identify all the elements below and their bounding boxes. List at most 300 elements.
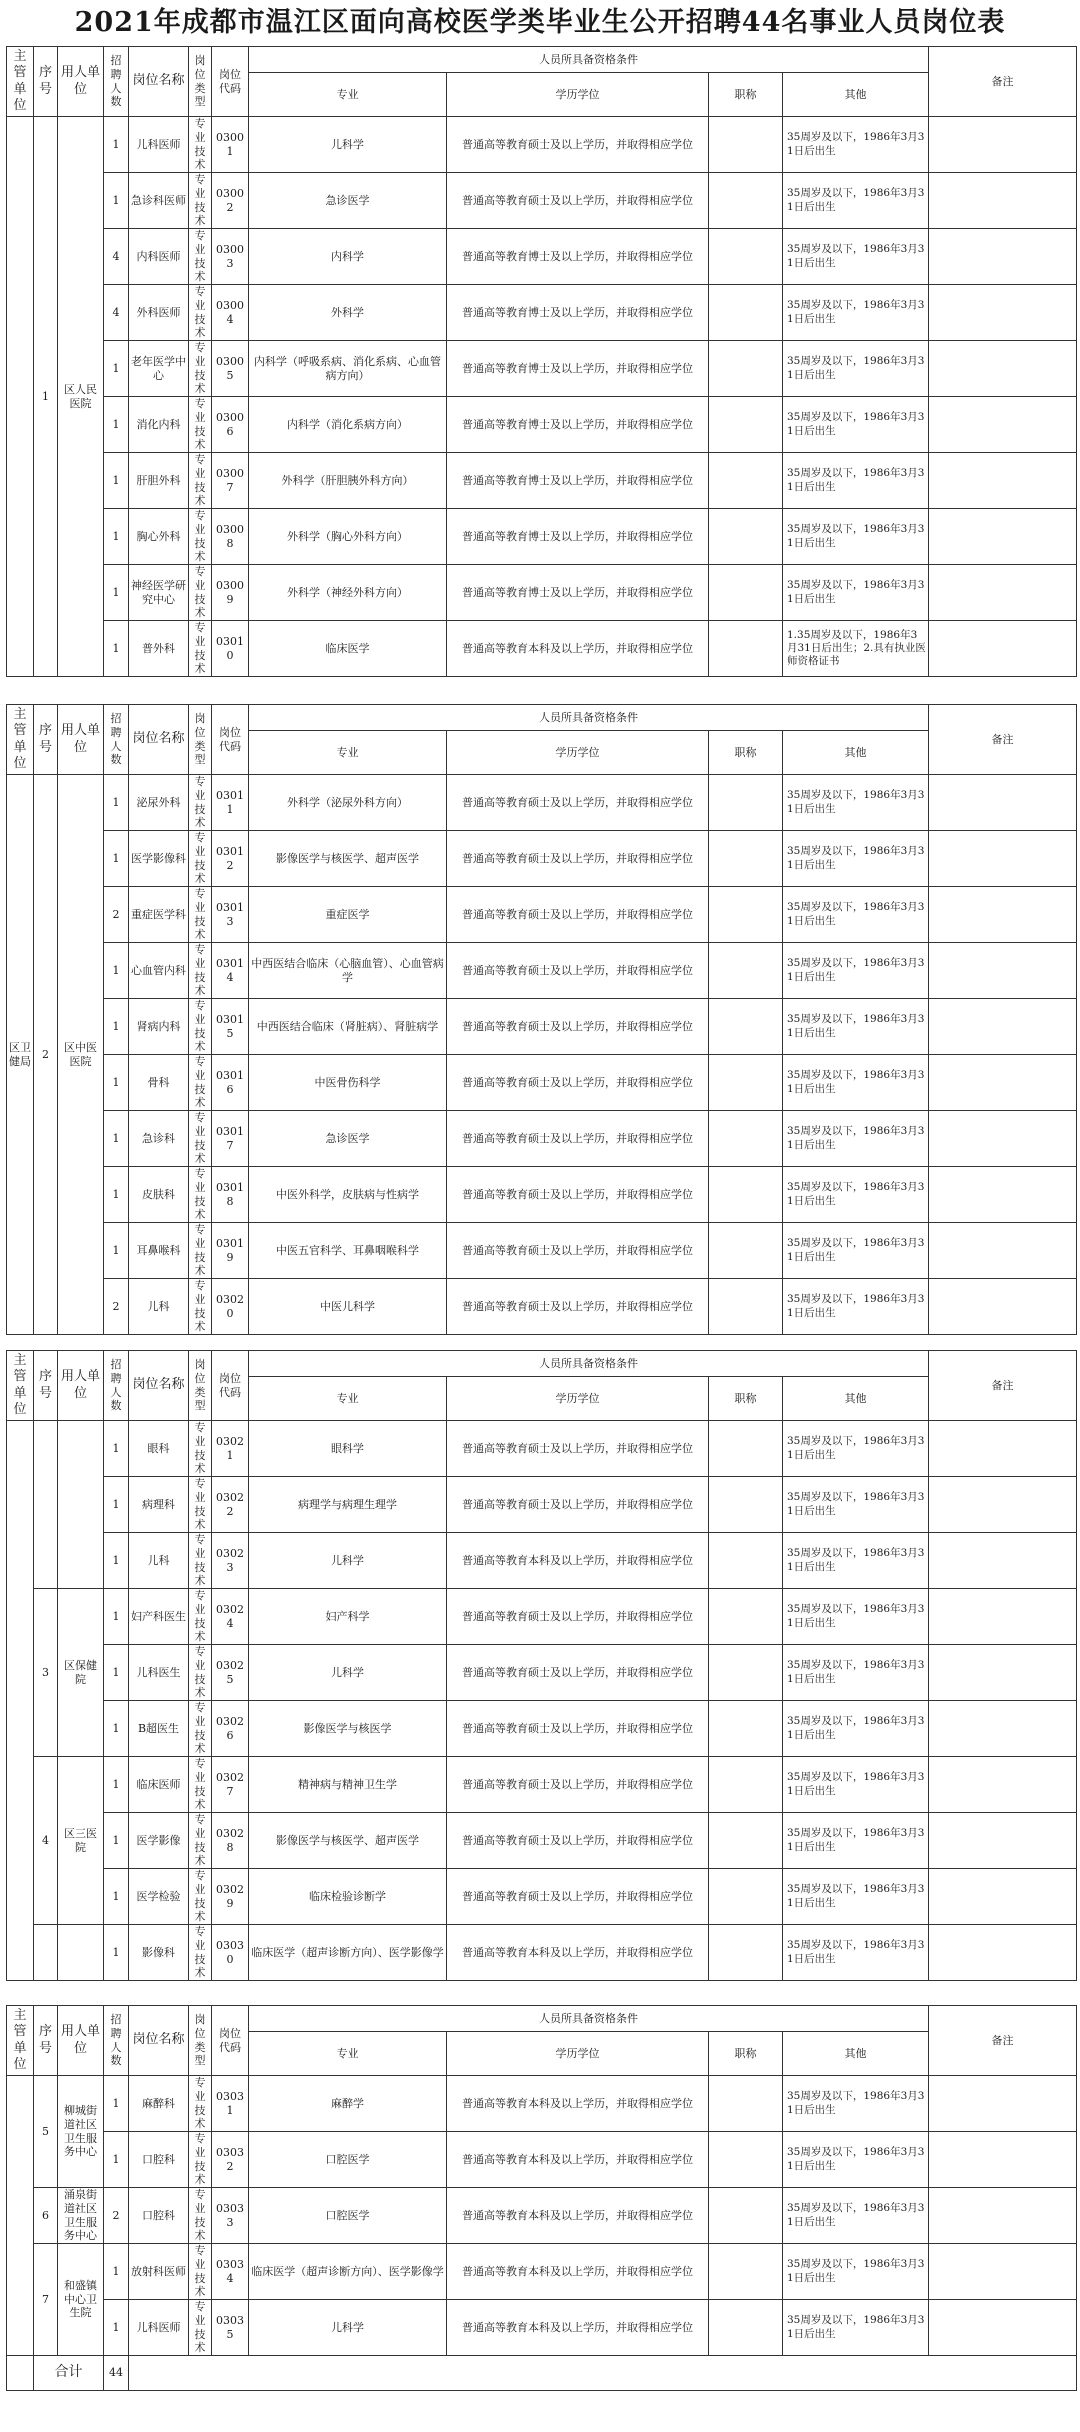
major-cell: 中医骨伤科学: [249, 1055, 447, 1111]
other-cell: 35周岁及以下，1986年3月31日后出生: [783, 1055, 929, 1111]
header-major: 专业: [249, 1377, 447, 1421]
supervisor-cell: [7, 117, 34, 677]
code-cell: 03003: [212, 229, 249, 285]
remark-cell: [929, 229, 1077, 285]
table-row: [7, 1813, 1077, 1869]
header-remark: 备注: [929, 705, 1077, 775]
count-cell: 1: [104, 1701, 129, 1757]
education-cell: 普通高等教育硕士及以上学历，并取得相应学位: [447, 1701, 709, 1757]
header-employer: 用人单位: [58, 1351, 104, 1421]
table-row: [7, 397, 1077, 453]
other-cell: 35周岁及以下，1986年3月31日后出生: [783, 831, 929, 887]
title-cell: [709, 1477, 783, 1533]
other-cell: 35周岁及以下，1986年3月31日后出生: [783, 2132, 929, 2188]
total-spacer: [7, 2356, 34, 2391]
remark-cell: [929, 1167, 1077, 1223]
code-cell: 03021: [212, 1421, 249, 1477]
table-row: [7, 2188, 1077, 2244]
remark-cell: [929, 1421, 1077, 1477]
header-type: 岗位类型: [189, 2006, 212, 2076]
position-cell: 急诊科医师: [129, 173, 189, 229]
position-cell: 麻醉科: [129, 2076, 189, 2132]
remark-cell: [929, 341, 1077, 397]
count-cell: 1: [104, 2132, 129, 2188]
header-count: 招聘人数: [104, 1351, 129, 1421]
count-cell: 2: [104, 2188, 129, 2244]
type-cell: 专业技术: [189, 1701, 212, 1757]
education-cell: 普通高等教育本科及以上学历，并取得相应学位: [447, 1533, 709, 1589]
total-label: 合计: [34, 2356, 104, 2391]
header-seq: 序号: [34, 47, 58, 117]
other-cell: 35周岁及以下，1986年3月31日后出生: [783, 1223, 929, 1279]
other-cell: 35周岁及以下，1986年3月31日后出生: [783, 1813, 929, 1869]
type-cell: 专业技术: [189, 2244, 212, 2300]
title-cell: [709, 1645, 783, 1701]
title-cell: [709, 341, 783, 397]
major-cell: 妇产科学: [249, 1589, 447, 1645]
header-code: 岗位代码: [212, 2006, 249, 2076]
title-cell: [709, 2076, 783, 2132]
other-cell: 35周岁及以下，1986年3月31日后出生: [783, 285, 929, 341]
major-cell: 口腔医学: [249, 2132, 447, 2188]
code-cell: 03034: [212, 2244, 249, 2300]
code-cell: 03032: [212, 2132, 249, 2188]
education-cell: 普通高等教育硕士及以上学历，并取得相应学位: [447, 1589, 709, 1645]
header-type: 岗位类型: [189, 705, 212, 775]
position-cell: 放射科医师: [129, 2244, 189, 2300]
header-supervisor: 主管单位: [7, 2006, 34, 2076]
type-cell: 专业技术: [189, 1421, 212, 1477]
major-cell: 外科学（神经外科方向）: [249, 565, 447, 621]
type-cell: 专业技术: [189, 229, 212, 285]
other-cell: 35周岁及以下，1986年3月31日后出生: [783, 1111, 929, 1167]
remark-cell: [929, 775, 1077, 831]
unit-seq: 7: [34, 2244, 58, 2356]
major-cell: 临床检验诊断学: [249, 1869, 447, 1925]
table-row: [7, 117, 1077, 173]
count-cell: 1: [104, 1167, 129, 1223]
education-cell: 普通高等教育硕士及以上学历，并取得相应学位: [447, 1421, 709, 1477]
table-row: [7, 341, 1077, 397]
position-cell: 急诊科: [129, 1111, 189, 1167]
other-cell: 35周岁及以下，1986年3月31日后出生: [783, 999, 929, 1055]
count-cell: 1: [104, 1111, 129, 1167]
education-cell: 普通高等教育硕士及以上学历，并取得相应学位: [447, 1167, 709, 1223]
header-row: [7, 705, 1077, 731]
other-cell: 35周岁及以下，1986年3月31日后出生: [783, 397, 929, 453]
code-cell: 03028: [212, 1813, 249, 1869]
positions-table: [6, 1350, 1077, 1981]
count-cell: 1: [104, 1813, 129, 1869]
education-cell: 普通高等教育硕士及以上学历，并取得相应学位: [447, 1645, 709, 1701]
positions-table: [6, 46, 1077, 677]
header-seq: 序号: [34, 2006, 58, 2076]
total-row: [7, 2356, 1077, 2391]
remark-cell: [929, 1279, 1077, 1335]
unit-seq: 2: [34, 775, 58, 1335]
header-other: 其他: [783, 2032, 929, 2076]
code-cell: 03012: [212, 831, 249, 887]
header-count: 招聘人数: [104, 47, 129, 117]
major-cell: 内科学（消化系病方向）: [249, 397, 447, 453]
header-conditions: 人员所具备资格条件: [249, 47, 929, 73]
count-cell: 1: [104, 1925, 129, 1981]
major-cell: 儿科学: [249, 1645, 447, 1701]
education-cell: 普通高等教育博士及以上学历，并取得相应学位: [447, 397, 709, 453]
other-cell: 35周岁及以下，1986年3月31日后出生: [783, 565, 929, 621]
type-cell: 专业技术: [189, 117, 212, 173]
major-cell: 儿科学: [249, 1533, 447, 1589]
table-row: [7, 2132, 1077, 2188]
header-employer: 用人单位: [58, 47, 104, 117]
title-cell: [709, 1533, 783, 1589]
title-cell: [709, 1757, 783, 1813]
count-cell: 2: [104, 1279, 129, 1335]
code-cell: 03018: [212, 1167, 249, 1223]
unit-seq: 3: [34, 1589, 58, 1757]
count-cell: 1: [104, 1645, 129, 1701]
other-cell: 35周岁及以下，1986年3月31日后出生: [783, 453, 929, 509]
type-cell: 专业技术: [189, 1223, 212, 1279]
header-title-rank: 职称: [709, 731, 783, 775]
table-row: [7, 453, 1077, 509]
title-cell: [709, 1167, 783, 1223]
title-cell: [709, 2188, 783, 2244]
major-cell: 中西医结合临床（心脑血管）、心血管病学: [249, 943, 447, 999]
code-cell: 03024: [212, 1589, 249, 1645]
position-cell: 儿科: [129, 1533, 189, 1589]
title-cell: [709, 2300, 783, 2356]
header-education: 学历学位: [447, 731, 709, 775]
education-cell: 普通高等教育硕士及以上学历，并取得相应学位: [447, 999, 709, 1055]
remark-cell: [929, 1645, 1077, 1701]
title-cell: [709, 1589, 783, 1645]
remark-cell: [929, 2188, 1077, 2244]
table-row: [7, 2244, 1077, 2300]
major-cell: 中西医结合临床（肾脏病）、肾脏病学: [249, 999, 447, 1055]
header-count: 招聘人数: [104, 2006, 129, 2076]
major-cell: 外科学（胸心外科方向）: [249, 509, 447, 565]
table-section: [6, 46, 1076, 677]
remark-cell: [929, 285, 1077, 341]
education-cell: 普通高等教育硕士及以上学历，并取得相应学位: [447, 1055, 709, 1111]
position-cell: 神经医学研究中心: [129, 565, 189, 621]
title-cell: [709, 285, 783, 341]
major-cell: 影像医学与核医学: [249, 1701, 447, 1757]
education-cell: 普通高等教育硕士及以上学历，并取得相应学位: [447, 1477, 709, 1533]
count-cell: 1: [104, 999, 129, 1055]
table-row: [7, 1167, 1077, 1223]
position-cell: 胸心外科: [129, 509, 189, 565]
title-cell: [709, 887, 783, 943]
header-code: 岗位代码: [212, 705, 249, 775]
title-cell: [709, 2244, 783, 2300]
header-seq: 序号: [34, 1351, 58, 1421]
type-cell: 专业技术: [189, 1533, 212, 1589]
code-cell: 03023: [212, 1533, 249, 1589]
position-cell: 口腔科: [129, 2188, 189, 2244]
major-cell: 临床医学: [249, 621, 447, 677]
position-cell: 儿科医师: [129, 2300, 189, 2356]
header-position: 岗位名称: [129, 1351, 189, 1421]
type-cell: 专业技术: [189, 173, 212, 229]
position-cell: 耳鼻喉科: [129, 1223, 189, 1279]
code-cell: 03019: [212, 1223, 249, 1279]
education-cell: 普通高等教育硕士及以上学历，并取得相应学位: [447, 117, 709, 173]
table-row: [7, 285, 1077, 341]
total-count: 44: [104, 2356, 129, 2391]
count-cell: 1: [104, 2244, 129, 2300]
position-cell: B超医生: [129, 1701, 189, 1757]
remark-cell: [929, 1223, 1077, 1279]
title-cell: [709, 1421, 783, 1477]
position-cell: 皮肤科: [129, 1167, 189, 1223]
type-cell: 专业技术: [189, 1477, 212, 1533]
major-cell: 外科学（肝胆胰外科方向）: [249, 453, 447, 509]
count-cell: 1: [104, 565, 129, 621]
header-employer: 用人单位: [58, 705, 104, 775]
other-cell: 35周岁及以下，1986年3月31日后出生: [783, 173, 929, 229]
header-major: 专业: [249, 2032, 447, 2076]
other-cell: 35周岁及以下，1986年3月31日后出生: [783, 341, 929, 397]
other-cell: 35周岁及以下，1986年3月31日后出生: [783, 229, 929, 285]
count-cell: 1: [104, 2076, 129, 2132]
code-cell: 03002: [212, 173, 249, 229]
title-cell: [709, 229, 783, 285]
code-cell: 03017: [212, 1111, 249, 1167]
education-cell: 普通高等教育博士及以上学历，并取得相应学位: [447, 509, 709, 565]
major-cell: 急诊医学: [249, 173, 447, 229]
remark-cell: [929, 1701, 1077, 1757]
education-cell: 普通高等教育博士及以上学历，并取得相应学位: [447, 229, 709, 285]
title-cell: [709, 831, 783, 887]
code-cell: 03016: [212, 1055, 249, 1111]
position-cell: 儿科医师: [129, 117, 189, 173]
education-cell: 普通高等教育硕士及以上学历，并取得相应学位: [447, 943, 709, 999]
count-cell: 1: [104, 621, 129, 677]
remark-cell: [929, 1533, 1077, 1589]
remark-cell: [929, 565, 1077, 621]
header-employer: 用人单位: [58, 2006, 104, 2076]
code-cell: 03030: [212, 1925, 249, 1981]
position-cell: 消化内科: [129, 397, 189, 453]
code-cell: 03026: [212, 1701, 249, 1757]
type-cell: 专业技术: [189, 565, 212, 621]
header-remark: 备注: [929, 1351, 1077, 1421]
other-cell: 35周岁及以下，1986年3月31日后出生: [783, 887, 929, 943]
unit-seq: 5: [34, 2076, 58, 2188]
remark-cell: [929, 2076, 1077, 2132]
type-cell: 专业技术: [189, 1589, 212, 1645]
count-cell: 1: [104, 173, 129, 229]
remark-cell: [929, 117, 1077, 173]
other-cell: 35周岁及以下，1986年3月31日后出生: [783, 1869, 929, 1925]
code-cell: 03008: [212, 509, 249, 565]
education-cell: 普通高等教育硕士及以上学历，并取得相应学位: [447, 775, 709, 831]
title-cell: [709, 509, 783, 565]
unit-name: 和盛镇中心卫生院: [58, 2244, 104, 2356]
header-type: 岗位类型: [189, 47, 212, 117]
unit-name: 柳城街道社区卫生服务中心: [58, 2076, 104, 2188]
remark-cell: [929, 999, 1077, 1055]
major-cell: 临床医学（超声诊断方向）、医学影像学: [249, 2244, 447, 2300]
title-cell: [709, 1869, 783, 1925]
title-cell: [709, 1223, 783, 1279]
education-cell: 普通高等教育本科及以上学历，并取得相应学位: [447, 1925, 709, 1981]
supervisor-cell: [7, 1421, 34, 1981]
code-cell: 03035: [212, 2300, 249, 2356]
education-cell: 普通高等教育博士及以上学历，并取得相应学位: [447, 565, 709, 621]
table-section: [6, 704, 1076, 1335]
table-row: [7, 943, 1077, 999]
position-cell: 泌尿外科: [129, 775, 189, 831]
table-row: [7, 1279, 1077, 1335]
count-cell: 4: [104, 229, 129, 285]
major-cell: 精神病与精神卫生学: [249, 1757, 447, 1813]
count-cell: 1: [104, 1421, 129, 1477]
header-supervisor: 主管单位: [7, 1351, 34, 1421]
title-cell: [709, 775, 783, 831]
code-cell: 03011: [212, 775, 249, 831]
type-cell: 专业技术: [189, 1925, 212, 1981]
education-cell: 普通高等教育硕士及以上学历，并取得相应学位: [447, 1111, 709, 1167]
type-cell: 专业技术: [189, 1645, 212, 1701]
header-education: 学历学位: [447, 1377, 709, 1421]
header-title-rank: 职称: [709, 1377, 783, 1421]
count-cell: 1: [104, 1055, 129, 1111]
remark-cell: [929, 943, 1077, 999]
code-cell: 03001: [212, 117, 249, 173]
table-row: [7, 173, 1077, 229]
header-row: [7, 1351, 1077, 1377]
major-cell: 内科学（呼吸系病、消化系病、心血管病方向）: [249, 341, 447, 397]
count-cell: 1: [104, 1869, 129, 1925]
education-cell: 普通高等教育博士及以上学历，并取得相应学位: [447, 341, 709, 397]
education-cell: 普通高等教育本科及以上学历，并取得相应学位: [447, 2188, 709, 2244]
remark-cell: [929, 1111, 1077, 1167]
education-cell: 普通高等教育本科及以上学历，并取得相应学位: [447, 2132, 709, 2188]
count-cell: 1: [104, 1533, 129, 1589]
code-cell: 03020: [212, 1279, 249, 1335]
education-cell: 普通高等教育硕士及以上学历，并取得相应学位: [447, 1869, 709, 1925]
table-row: [7, 1421, 1077, 1477]
major-cell: 影像医学与核医学、超声医学: [249, 831, 447, 887]
position-cell: 妇产科医生: [129, 1589, 189, 1645]
remark-cell: [929, 1757, 1077, 1813]
unit-name: 区人民医院: [58, 117, 104, 677]
title-cell: [709, 1925, 783, 1981]
header-education: 学历学位: [447, 73, 709, 117]
remark-cell: [929, 1055, 1077, 1111]
major-cell: 病理学与病理生理学: [249, 1477, 447, 1533]
count-cell: 1: [104, 1589, 129, 1645]
major-cell: 临床医学（超声诊断方向）、医学影像学: [249, 1925, 447, 1981]
header-row: [7, 2006, 1077, 2032]
remark-cell: [929, 1589, 1077, 1645]
remark-cell: [929, 397, 1077, 453]
table-row: [7, 887, 1077, 943]
count-cell: 1: [104, 397, 129, 453]
header-conditions: 人员所具备资格条件: [249, 1351, 929, 1377]
title-cell: [709, 1279, 783, 1335]
table-row: [7, 2076, 1077, 2132]
major-cell: 内科学: [249, 229, 447, 285]
position-cell: 儿科: [129, 1279, 189, 1335]
unit-name: [58, 1925, 104, 1981]
total-blank: [129, 2356, 1077, 2391]
header-other: 其他: [783, 73, 929, 117]
other-cell: 35周岁及以下，1986年3月31日后出生: [783, 1279, 929, 1335]
education-cell: 普通高等教育硕士及以上学历，并取得相应学位: [447, 1223, 709, 1279]
table-row: [7, 1589, 1077, 1645]
title-cell: [709, 565, 783, 621]
title-cell: [709, 2132, 783, 2188]
other-cell: 35周岁及以下，1986年3月31日后出生: [783, 1589, 929, 1645]
type-cell: 专业技术: [189, 1813, 212, 1869]
education-cell: 普通高等教育本科及以上学历，并取得相应学位: [447, 621, 709, 677]
type-cell: 专业技术: [189, 2076, 212, 2132]
major-cell: 眼科学: [249, 1421, 447, 1477]
position-cell: 外科医师: [129, 285, 189, 341]
type-cell: 专业技术: [189, 285, 212, 341]
major-cell: 中医外科学，皮肤病与性病学: [249, 1167, 447, 1223]
supervisor-cell: 区卫健局: [7, 775, 34, 1335]
count-cell: 1: [104, 509, 129, 565]
education-cell: 普通高等教育硕士及以上学历，并取得相应学位: [447, 831, 709, 887]
unit-name: 涌泉街道社区卫生服务中心: [58, 2188, 104, 2244]
major-cell: 外科学（泌尿外科方向）: [249, 775, 447, 831]
other-cell: 35周岁及以下，1986年3月31日后出生: [783, 509, 929, 565]
header-position: 岗位名称: [129, 705, 189, 775]
position-cell: 眼科: [129, 1421, 189, 1477]
title-cell: [709, 943, 783, 999]
count-cell: 1: [104, 117, 129, 173]
unit-seq: [34, 1925, 58, 1981]
position-cell: 心血管内科: [129, 943, 189, 999]
type-cell: 专业技术: [189, 2300, 212, 2356]
unit-seq: 1: [34, 117, 58, 677]
header-other: 其他: [783, 731, 929, 775]
type-cell: 专业技术: [189, 621, 212, 677]
unit-seq: 6: [34, 2188, 58, 2244]
count-cell: 1: [104, 453, 129, 509]
remark-cell: [929, 831, 1077, 887]
table-row: [7, 229, 1077, 285]
major-cell: 外科学: [249, 285, 447, 341]
position-cell: 儿科医生: [129, 1645, 189, 1701]
code-cell: 03027: [212, 1757, 249, 1813]
remark-cell: [929, 1925, 1077, 1981]
unit-seq: 4: [34, 1757, 58, 1925]
position-cell: 重症医学科: [129, 887, 189, 943]
table-row: [7, 565, 1077, 621]
code-cell: 03029: [212, 1869, 249, 1925]
other-cell: 35周岁及以下，1986年3月31日后出生: [783, 2076, 929, 2132]
header-seq: 序号: [34, 705, 58, 775]
major-cell: 儿科学: [249, 117, 447, 173]
major-cell: 重症医学: [249, 887, 447, 943]
title-cell: [709, 999, 783, 1055]
position-cell: 口腔科: [129, 2132, 189, 2188]
code-cell: 03004: [212, 285, 249, 341]
education-cell: 普通高等教育博士及以上学历，并取得相应学位: [447, 453, 709, 509]
page-title: 2021年成都市温江区面向高校医学类毕业生公开招聘44名事业人员岗位表: [74, 7, 1006, 38]
code-cell: 03013: [212, 887, 249, 943]
education-cell: 普通高等教育本科及以上学历，并取得相应学位: [447, 2244, 709, 2300]
table-row: [7, 1925, 1077, 1981]
position-cell: 骨科: [129, 1055, 189, 1111]
type-cell: 专业技术: [189, 2132, 212, 2188]
